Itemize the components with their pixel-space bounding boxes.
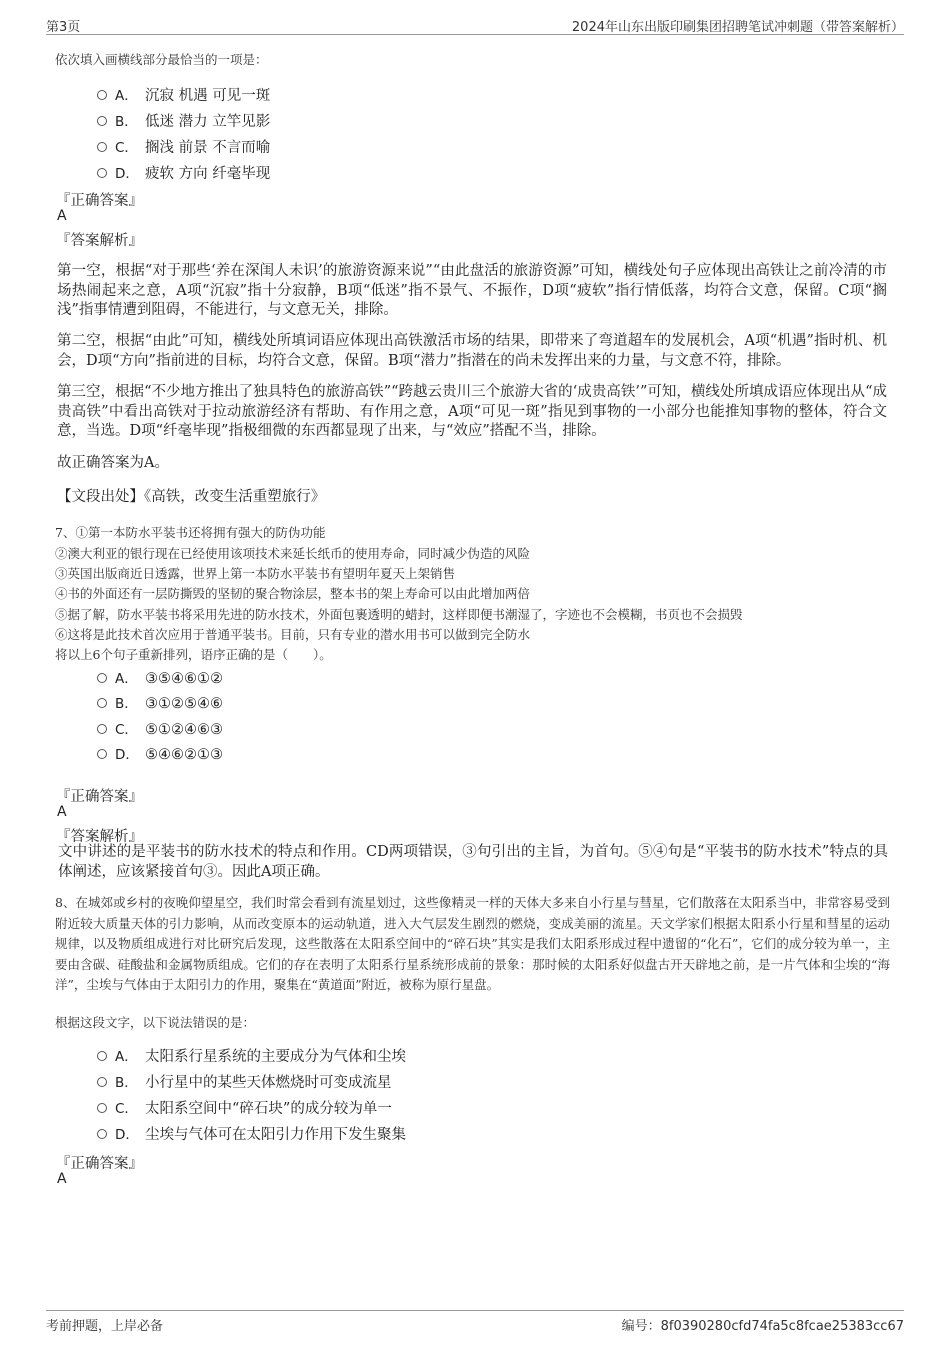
document-title: 2024年山东出版印刷集团招聘笔试冲刺题（带答案解析） xyxy=(571,20,904,35)
radio-icon[interactable] xyxy=(97,673,107,683)
q8-option-d[interactable]: D． 尘埃与气体可在太阳引力作用下发生聚集 xyxy=(97,1123,406,1144)
q7-sentence: ④书的外面还有一层防撕毁的坚韧的聚合物涂层，整本书的架上寿命可以由此增加两倍 xyxy=(55,586,531,601)
radio-icon[interactable] xyxy=(97,116,107,126)
q7-sentence: ⑥这将是此技术首次应用于普通平装书。目前，只有专业的潜水用书可以做到完全防水 xyxy=(55,627,531,642)
radio-icon[interactable] xyxy=(97,1129,107,1139)
q7-option-b[interactable]: B． ③①②⑤④⑥ xyxy=(97,692,223,712)
q8-passage: 8、在城郊或乡村的夜晚仰望星空，我们时常会看到有流星划过，这些像精灵一样的天体大多来自小行星与彗星，它们散落在太阳系当中，非常容易受到附近较大质量天体的引力影响，从而改变原本的运动轨道，进入大气层发生剧烈的燃烧，变成美丽的流星。天文学家们根据太阳系小行星和彗星的运动规律，以及物质组成进行对比研究后发现，这些散落在太阳系空间中的“碎石块”其实是我们太阳系形成过程中遗留的“化石”，它们的成分较为单一，主要由含碳、硅酸盐和金属物质组成。它们的存在表明了太阳系行星系统形成前的景象：那时候的太阳系好似盘古开天辟地之前，是一片气体和尘埃的“海洋”，尘埃与气体由于太阳引力的作用，聚集在“黄道面”附近，被称为原行星盘。 xyxy=(55,895,890,992)
footer-slogan: 考前押题，上岸必备 xyxy=(46,1319,164,1334)
radio-icon[interactable] xyxy=(97,1103,107,1113)
q7-instruction: 将以上6个句子重新排列，语序正确的是（ ）。 xyxy=(55,647,332,662)
q7-option-c[interactable]: C． ⑤①②④⑥③ xyxy=(97,718,223,738)
q6-prompt: 依次填入画横线部分最恰当的一项是： xyxy=(55,52,268,67)
q7-answer: A xyxy=(57,804,67,820)
q6-option-c[interactable]: C． 搁浅 前景 不言而喻 xyxy=(97,136,270,157)
q6-analysis-paragraph-2: 第二空，根据“由此”可知，横线处所填词语应体现出高铁激活市场的结果，即带来了弯道超车的发展机会，A项“机遇”指时机、机会，D项“方向”指前进的目标，均符合文意，保留。B项“潜力”指潜在的尚未发挥出来的力量，与文意不符，排除。 xyxy=(57,333,887,369)
q8-answer-label: 『正确答案』 xyxy=(56,1156,143,1172)
q6-source: 【文段出处】《高铁，改变生活重塑旅行》 xyxy=(57,489,326,505)
q6-analysis-label: 『答案解析』 xyxy=(56,233,143,249)
q6-option-d[interactable]: D． 疲软 方向 纤毫毕现 xyxy=(97,162,270,183)
q6-analysis-paragraph-1: 第一空，根据“对于那些‘养在深闺人未识’的旅游资源来说”“由此盘活的旅游资源”可知，横线处句子应体现出高铁让之前冷清的市场热闹起来之意，A项“沉寂”指十分寂静，B项“低迷”指不景气、不振作，D项“疲软”指行情低落，均符合文意，保留。C项“搁浅”指事情遭到阻碍，不能进行，与文意无关，排除。 xyxy=(57,263,887,318)
radio-icon[interactable] xyxy=(97,90,107,100)
q7-sentence: 7、①第一本防水平装书还将拥有强大的防伪功能 xyxy=(55,525,326,540)
q6-conclusion: 故正确答案为A。 xyxy=(57,455,169,471)
q7-answer-label: 『正确答案』 xyxy=(56,789,143,805)
q6-option-b[interactable]: B． 低迷 潜力 立竿见影 xyxy=(97,110,270,131)
radio-icon[interactable] xyxy=(97,724,107,734)
q6-option-a[interactable]: A． 沉寂 机遇 可见一斑 xyxy=(97,84,270,105)
document-code: 编号：8f0390280cfd74fa5c8fcae25383cc67 xyxy=(621,1319,904,1334)
radio-icon[interactable] xyxy=(97,698,107,708)
radio-icon[interactable] xyxy=(97,168,107,178)
q7-option-a[interactable]: A． ③⑤④⑥①② xyxy=(97,667,223,687)
page-footer xyxy=(46,1310,904,1335)
radio-icon[interactable] xyxy=(97,749,107,759)
q8-answer: A xyxy=(57,1171,67,1187)
page-header xyxy=(46,14,904,35)
q6-answer-label: 『正确答案』 xyxy=(56,193,143,209)
radio-icon[interactable] xyxy=(97,1077,107,1087)
q7-option-d[interactable]: D． ⑤④⑥②①③ xyxy=(97,743,223,763)
q7-sentence: ②澳大利亚的银行现在已经使用该项技术来延长纸币的使用寿命，同时减少伪造的风险 xyxy=(55,546,531,561)
radio-icon[interactable] xyxy=(97,142,107,152)
q7-analysis-label: 『答案解析』 xyxy=(56,829,143,845)
q6-answer: A xyxy=(57,208,67,224)
q8-option-a[interactable]: A． 太阳系行星系统的主要成分为气体和尘埃 xyxy=(97,1045,406,1066)
q8-prompt: 根据这段文字，以下说法错误的是： xyxy=(55,1015,256,1030)
radio-icon[interactable] xyxy=(97,1051,107,1061)
page-number: 第3页 xyxy=(46,20,81,35)
q8-option-c[interactable]: C． 太阳系空间中“碎石块”的成分较为单一 xyxy=(97,1097,392,1118)
q8-option-b[interactable]: B． 小行星中的某些天体燃烧时可变成流星 xyxy=(97,1071,392,1092)
q6-analysis-paragraph-3: 第三空，根据“不少地方推出了独具特色的旅游高铁”“跨越云贵川三个旅游大省的‘成贵高铁’”可知，横线处所填成语应体现出从“成贵高铁”中看出高铁对于拉动旅游经济有帮助、有作用之意，A项“可见一斑”指见到事物的一小部分也能推知事物的整体，符合文意，当选。D项“纤毫毕现”指极细微的东西都显现了出来，与“效应”搭配不当，排除。 xyxy=(57,384,887,439)
q7-sentence: ③英国出版商近日透露，世界上第一本防水平装书有望明年夏天上架销售 xyxy=(55,566,456,581)
q7-sentence: ⑤据了解，防水平装书将采用先进的防水技术，外面包裹透明的蜡封，这样即便书潮湿了，字迹也不会模糊，书页也不会损毁 xyxy=(55,607,743,622)
q7-analysis: 文中讲述的是平装书的防水技术的特点和作用。CD两项错误，③句引出的主旨，为首句。⑤④句是“平装书的防水技术”特点的具体阐述，应该紧接首句③。因此A项正确。 xyxy=(58,844,888,880)
